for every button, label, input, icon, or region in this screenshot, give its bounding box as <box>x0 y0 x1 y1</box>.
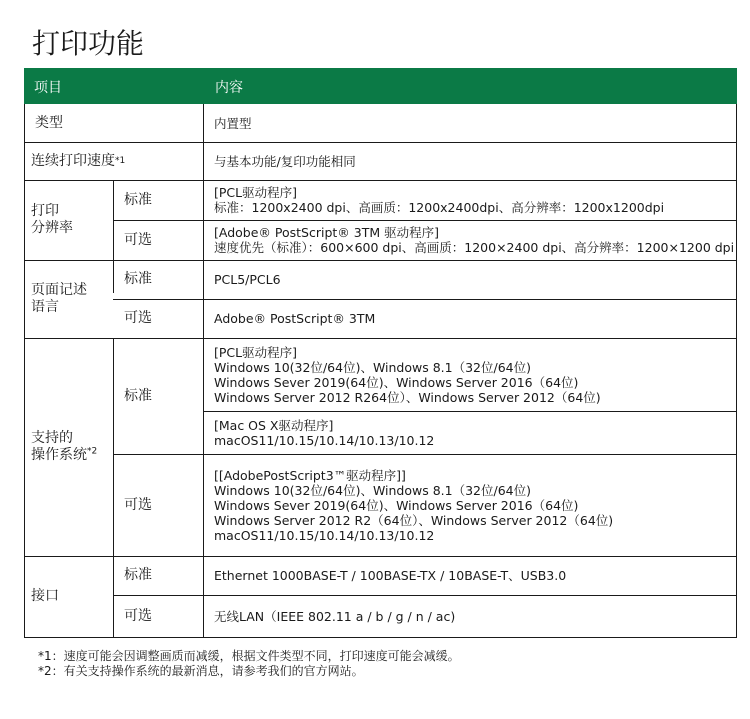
sub-divider-1 <box>113 180 114 293</box>
os-optional-line: macOS11/10.15/10.14/10.13/10.12 <box>214 527 435 543</box>
os-label <box>31 338 97 556</box>
pdl-standard-value: PCL5/PCL6 <box>214 272 281 287</box>
speed-label: 连续打印速度 *1 <box>31 152 126 169</box>
resolution-standard-value <box>214 180 664 220</box>
resolution-optional-value <box>214 220 734 260</box>
resolution-optional-line2: 速度优先（标准）：600×600 dpi、高画质：1200×2400 dpi、高分辨率：1200×1200 dpi <box>214 240 735 255</box>
interface-standard-label: 标准 <box>124 567 152 583</box>
pdl-label <box>31 260 87 338</box>
pdl-optional-label: 可选 <box>124 310 152 326</box>
resolution-label-line2: 分辨率 <box>31 220 73 236</box>
resolution-label <box>31 180 73 260</box>
resolution-standard-line1: [PCL驱动程序] <box>214 185 297 200</box>
os-optional-value <box>214 454 613 556</box>
resolution-optional-line1: [Adobe® PostScript® 3TM 驱动程序] <box>214 225 439 240</box>
header-item: 项目 <box>34 80 62 96</box>
sub-divider-3 <box>113 556 114 637</box>
os-standard-pcl-line: Windows Sever 2019(64位)、Windows Server 2016（64位) <box>214 374 579 390</box>
table-header <box>24 68 737 104</box>
print-function-table <box>24 68 737 638</box>
os-standard-mac-line: [Mac OS X驱动程序] <box>214 417 334 433</box>
type-label: 类型 <box>35 114 63 131</box>
resolution-optional-label: 可选 <box>124 231 152 248</box>
interface-optional-label: 可选 <box>124 607 152 624</box>
os-standard-label: 标准 <box>124 387 152 404</box>
os-standard-pcl-line: [PCL驱动程序] <box>214 344 297 360</box>
resolution-standard-line2: 标准：1200x2400 dpi、高画质：1200x2400dpi、高分辨率：1200x1200dpi <box>214 200 665 215</box>
sub-divider-2 <box>113 338 114 556</box>
footnote-2: *2：有关支持操作系统的最新消息，请参考我们的官方网站。 <box>38 664 364 678</box>
speed-label-text: 连续打印速度 <box>31 152 115 169</box>
pdl-label-line1: 页面记述 <box>31 282 87 298</box>
pdl-optional-value: Adobe® PostScript® 3TM <box>214 311 376 326</box>
interface-standard-value: Ethernet 1000BASE-T / 100BASE-TX / 10BASE-T、USB3.0 <box>214 568 567 583</box>
table-body <box>24 104 737 638</box>
os-optional-label: 可选 <box>124 496 152 513</box>
footnote-1: *1：速度可能会因调整画质而减缓，根据文件类型不同，打印速度可能会减缓。 <box>38 649 460 663</box>
os-optional-line: [[AdobePostScript3™驱动程序]] <box>214 467 406 483</box>
os-standard-pcl-line: Windows 10(32位/64位)、Windows 8.1（32位/64位) <box>214 359 532 375</box>
os-label-line1: 支持的 <box>31 430 73 446</box>
os-optional-line: Windows 10(32位/64位)、Windows 8.1（32位/64位) <box>214 482 532 498</box>
type-value: 内置型 <box>214 115 252 131</box>
resolution-label-line1: 打印 <box>31 203 59 219</box>
header-content: 内容 <box>215 80 243 96</box>
interface-label: 接口 <box>31 588 59 604</box>
pdl-standard-label: 标准 <box>124 271 152 287</box>
row-sep <box>25 142 736 143</box>
pdl-label-line2: 语言 <box>31 299 59 315</box>
resolution-standard-label: 标准 <box>124 191 152 208</box>
interface-optional-value: 无线LAN（IEEE 802.11 a / b / g / n / ac) <box>214 608 456 624</box>
page-title: 打印功能 <box>32 27 145 60</box>
speed-value: 与基本功能/复印功能相同 <box>214 153 356 169</box>
os-standard-pcl <box>214 338 601 411</box>
os-standard-pcl-line: Windows Server 2012 R264位）、Windows Server 2012（64位) <box>214 389 601 405</box>
column-divider <box>203 104 204 637</box>
os-standard-mac-line: macOS11/10.15/10.14/10.13/10.12 <box>214 432 435 448</box>
footnote-mark-2: *2 <box>87 446 98 457</box>
os-optional-line: Windows Sever 2019(64位)、Windows Server 2016（64位) <box>214 497 579 513</box>
os-optional-line: Windows Server 2012 R2（64位）、Windows Server 2012（64位) <box>214 512 614 528</box>
sub-row-sep <box>113 299 736 300</box>
os-label-line2: 操作系统 <box>31 447 87 463</box>
os-standard-mac <box>214 411 434 454</box>
